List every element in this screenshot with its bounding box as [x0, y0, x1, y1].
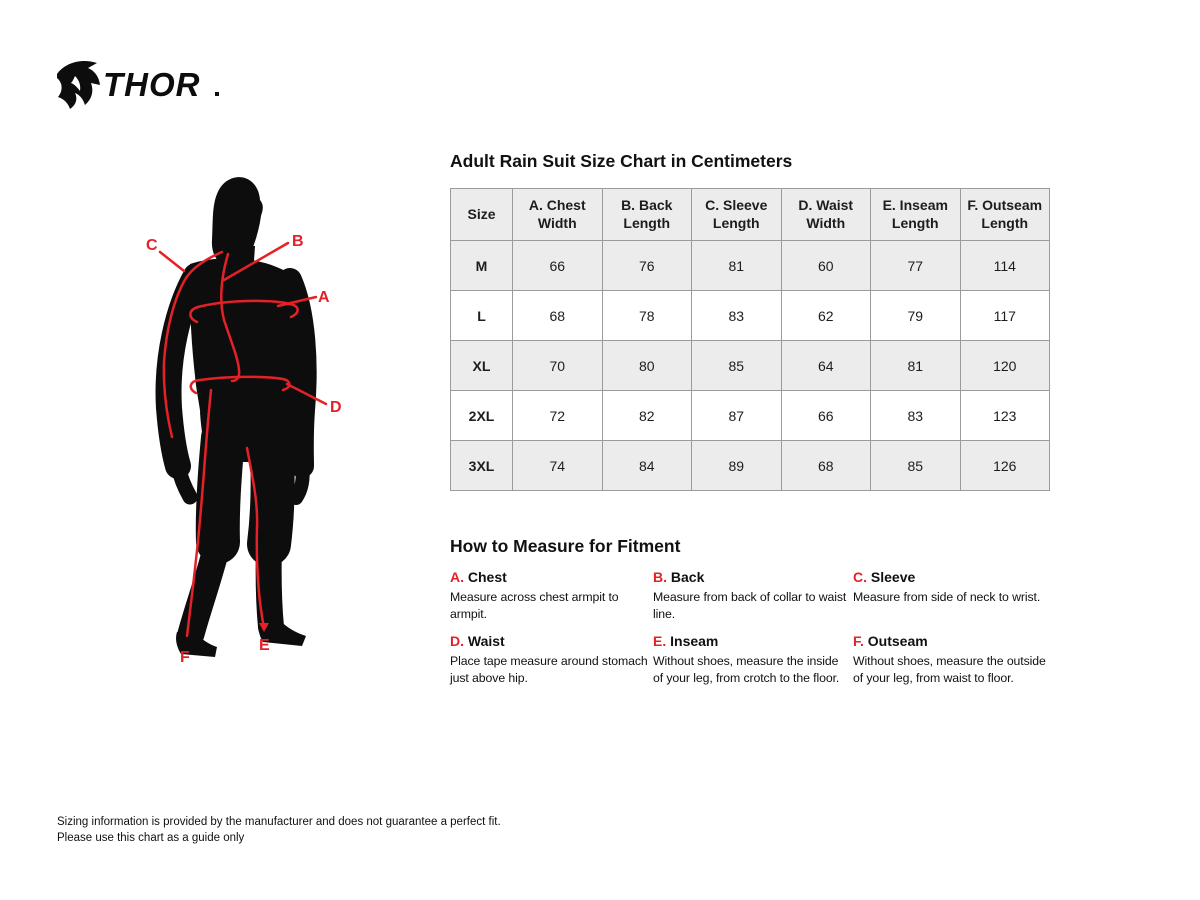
measure-description: Measure from back of collar to waist line. [653, 590, 847, 621]
cell-value: 78 [602, 291, 692, 341]
cell-value: 66 [513, 241, 603, 291]
label-a: A [318, 289, 330, 306]
cell-value: 77 [871, 241, 961, 291]
measure-item-heading [853, 633, 1051, 649]
cell-value: 123 [960, 391, 1050, 441]
cell-value: 120 [960, 341, 1050, 391]
thor-logo-text: THOR [103, 66, 201, 103]
label-d: D [330, 399, 342, 416]
cell-value: 68 [781, 441, 871, 491]
measure-letter: F. [853, 633, 864, 649]
measure-item-sleeve [853, 569, 1051, 606]
label-f: F [180, 649, 190, 666]
cell-value: 81 [692, 241, 782, 291]
cell-value: 68 [513, 291, 603, 341]
measure-name: Inseam [670, 633, 719, 649]
size-value: XL [451, 341, 513, 391]
measure-description: Without shoes, measure the outside of your leg, from waist to floor. [853, 654, 1046, 685]
measure-letter: B. [653, 569, 667, 585]
measurement-figure [120, 150, 400, 720]
measure-description: Measure across chest armpit to armpit. [450, 590, 619, 621]
logo-trademark-dot [215, 92, 219, 96]
measure-letter: C. [853, 569, 867, 585]
cell-value: 62 [781, 291, 871, 341]
size-value: M [451, 241, 513, 291]
measure-item-heading [653, 569, 851, 585]
col-header-outseam: F. Outseam Length [960, 189, 1050, 241]
measure-item-outseam [853, 633, 1051, 687]
cell-value: 126 [960, 441, 1050, 491]
how-to-measure-title: How to Measure for Fitment [450, 536, 681, 556]
measure-item-heading [450, 569, 648, 585]
cell-value: 117 [960, 291, 1050, 341]
measure-name: Outseam [867, 633, 928, 649]
cell-value: 80 [602, 341, 692, 391]
col-header-sleeve: C. Sleeve Length [692, 189, 782, 241]
size-chart-table [450, 188, 1050, 491]
measure-letter: E. [653, 633, 667, 649]
label-b: B [292, 233, 304, 250]
measure-item-waist [450, 633, 648, 687]
measure-item-chest [450, 569, 648, 623]
cell-value: 87 [692, 391, 782, 441]
table-row [451, 341, 1050, 391]
table-row [451, 391, 1050, 441]
cell-value: 85 [692, 341, 782, 391]
col-header-inseam: E. Inseam Length [871, 189, 961, 241]
measure-name: Back [670, 569, 705, 585]
table-row [451, 241, 1050, 291]
cell-value: 60 [781, 241, 871, 291]
cell-value: 66 [781, 391, 871, 441]
pointer-c [160, 252, 184, 271]
cell-value: 64 [781, 341, 871, 391]
measure-description: Without shoes, measure the inside of your leg, from crotch to the floor. [653, 654, 840, 685]
body-silhouette-diagram [120, 150, 400, 720]
col-header-back: B. Back Length [602, 189, 692, 241]
cell-value: 82 [602, 391, 692, 441]
col-header-chest: A. Chest Width [513, 189, 603, 241]
measure-item-heading [853, 569, 1051, 585]
cell-value: 89 [692, 441, 782, 491]
measure-name: Waist [467, 633, 505, 649]
table-row [451, 291, 1050, 341]
cell-value: 76 [602, 241, 692, 291]
goat-head-icon [57, 61, 100, 109]
cell-value: 79 [871, 291, 961, 341]
size-chart-title: Adult Rain Suit Size Chart in Centimeters [450, 151, 793, 171]
cell-value: 83 [692, 291, 782, 341]
disclaimer-line-1: Sizing information is provided by the manufacturer and does not guarantee a perfect fit. [57, 816, 501, 828]
cell-value: 114 [960, 241, 1050, 291]
cell-value: 83 [871, 391, 961, 441]
thor-logo-graphic [55, 58, 225, 110]
measure-item-heading [450, 633, 648, 649]
size-value: L [451, 291, 513, 341]
col-header-size: Size [451, 189, 513, 241]
table-row [451, 441, 1050, 491]
measure-item-back [653, 569, 851, 623]
table-header-row [451, 189, 1050, 241]
cell-value: 85 [871, 441, 961, 491]
cell-value: 81 [871, 341, 961, 391]
cell-value: 84 [602, 441, 692, 491]
measure-item-heading [653, 633, 851, 649]
disclaimer [57, 814, 501, 846]
label-e: E [259, 637, 270, 654]
measure-name: Chest [467, 569, 507, 585]
cell-value: 74 [513, 441, 603, 491]
measure-letter: D. [450, 633, 464, 649]
thor-logo [55, 58, 225, 110]
size-value: 3XL [451, 441, 513, 491]
cell-value: 72 [513, 391, 603, 441]
disclaimer-line-2: Please use this chart as a guide only [57, 832, 245, 845]
label-c: C [146, 237, 158, 254]
measure-description: Place tape measure around stomach just above hip. [450, 654, 648, 685]
col-header-waist: D. Waist Width [781, 189, 871, 241]
measure-item-inseam [653, 633, 851, 687]
measure-description: Measure from side of neck to wrist. [853, 590, 1041, 604]
cell-value: 70 [513, 341, 603, 391]
measure-letter: A. [450, 569, 464, 585]
measure-name: Sleeve [870, 569, 916, 585]
size-value: 2XL [451, 391, 513, 441]
